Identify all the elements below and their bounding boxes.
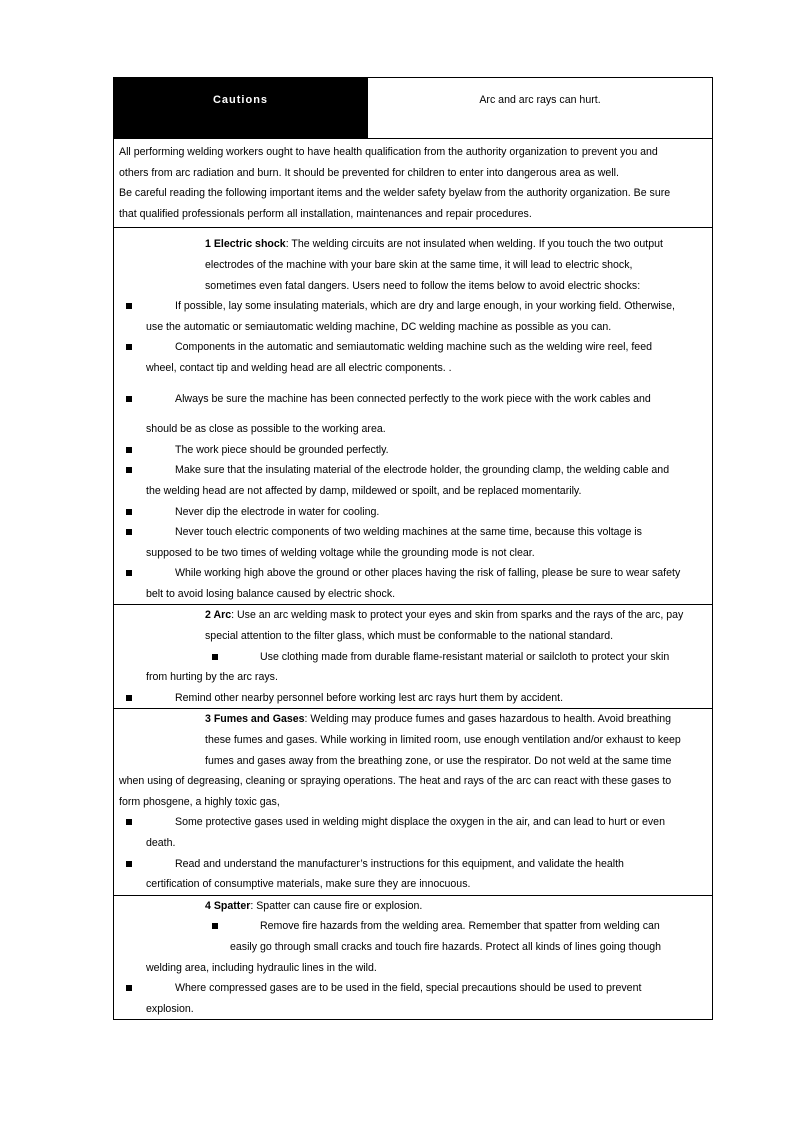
list-item: Components in the automatic and semiautomatic welding machine such as the welding wire reel, feed wheel, contact tip and welding head are all electric components. . xyxy=(119,337,707,378)
section-text: electrodes of the machine with your bare skin at the same time, it will lead to electric shock, xyxy=(205,258,633,271)
spatter-title: 4 Spatter xyxy=(205,899,251,912)
bullet-icon xyxy=(126,861,132,867)
list-item: Use clothing made from durable flame-resistant material or sailcloth to protect your skin xyxy=(119,647,707,668)
bullet-icon xyxy=(126,467,132,473)
list-item: If possible, lay some insulating materials, which are dry and large enough, in your working field. Otherwise, use the automatic or semiautomatic welding machine, DC welding machine as possible as you can. xyxy=(119,296,707,337)
section-text: these fumes and gases. While working in limited room, use enough ventilation and/or exhaust to keep xyxy=(205,734,681,747)
bullet-icon xyxy=(126,819,132,825)
header-warning-text: Arc and arc rays can hurt. xyxy=(367,78,712,138)
list-item: The work piece should be grounded perfectly. xyxy=(119,440,707,461)
arc-title: 2 Arc xyxy=(205,609,232,622)
section-heading: 1 Electric shock: The welding circuits are not insulated when welding. If you touch the two output xyxy=(205,238,663,251)
intro-line: others from arc radiation and burn. It should be prevented for children to enter into dangerous area as well. xyxy=(119,166,619,179)
list-item: Where compressed gases are to be used in the field, special precautions should be used to prevent explosion. xyxy=(119,978,707,1019)
list-item: Remind other nearby personnel before working lest arc rays hurt them by accident. xyxy=(119,688,707,709)
section-text: when using of degreasing, cleaning or spraying operations. The heat and rays of the arc can react with these gases to xyxy=(119,775,672,788)
intro-section xyxy=(114,139,712,228)
list-item: Some protective gases used in welding might displace the oxygen in the air, and can lead to hurt or even death. xyxy=(119,812,707,853)
list-item: Read and understand the manufacturer’s instructions for this equipment, and validate the health certification of consumptive materials, make sure they are innocuous. xyxy=(119,854,707,895)
cautions-table xyxy=(113,77,713,1020)
bullet-icon xyxy=(126,396,132,402)
list-item: Never dip the electrode in water for cooling. xyxy=(119,502,707,523)
fumes-section xyxy=(114,709,712,895)
bullet-icon xyxy=(126,695,132,701)
list-item: Always be sure the machine has been connected perfectly to the work piece with the work cables and should be as close as possible to the working area. xyxy=(119,389,707,440)
electric-shock-section xyxy=(114,228,712,605)
bullet-icon xyxy=(126,344,132,350)
list-item: Remove fire hazards from the welding area. Remember that spatter from welding can xyxy=(119,916,707,937)
section-heading: 4 Spatter: Spatter can cause fire or explosion. xyxy=(205,899,423,912)
bullet-icon xyxy=(212,923,218,929)
cautions-label: Cautions xyxy=(114,78,367,138)
arc-section xyxy=(114,605,712,709)
section-text: fumes and gases away from the breathing zone, or use the respirator. Do not weld at the same time xyxy=(205,754,672,767)
electric-shock-title: 1 Electric shock xyxy=(205,238,286,251)
bullet-icon xyxy=(126,303,132,309)
bullet-icon xyxy=(126,447,132,453)
table-header xyxy=(114,78,712,139)
bullet-icon xyxy=(126,509,132,515)
section-text: easily go through small cracks and touch fire hazards. Protect all kinds of lines going though xyxy=(230,940,662,953)
section-heading: 2 Arc: Use an arc welding mask to protect your eyes and skin from sparks and the rays of the arc, pay xyxy=(205,609,684,622)
section-heading: 3 Fumes and Gases: Welding may produce fumes and gases hazardous to health. Avoid breathing xyxy=(205,713,672,726)
section-text: from hurting by the arc rays. xyxy=(146,671,278,684)
list-item: Make sure that the insulating material of the electrode holder, the grounding clamp, the welding cable and the welding head are not affected by damp, mildewed or spoilt, and be replaced momentarily. xyxy=(119,460,707,501)
intro-line: that qualified professionals perform all installation, maintenances and repair procedures. xyxy=(119,207,532,220)
bullet-icon xyxy=(126,529,132,535)
intro-line: All performing welding workers ought to have health qualification from the authority organization to prevent you and xyxy=(119,146,658,158)
section-text: sometimes even fatal dangers. Users need to follow the items below to avoid electric shocks: xyxy=(205,279,641,292)
intro-line: Be careful reading the following important items and the welder safety byelaw from the authority organization. Be sure xyxy=(119,187,671,200)
bullet-icon xyxy=(126,570,132,576)
fumes-title: 3 Fumes and Gases xyxy=(205,713,305,726)
section-text: form phosgene, a highly toxic gas, xyxy=(119,795,280,808)
section-text: welding area, including hydraulic lines in the wild. xyxy=(146,961,377,974)
bullet-icon xyxy=(212,654,218,660)
list-item: Never touch electric components of two welding machines at the same time, because this voltage is supposed to be two times of welding voltage while the grounding mode is not clear. xyxy=(119,522,707,563)
section-text: special attention to the filter glass, which must be conformable to the national standard. xyxy=(205,630,614,643)
spatter-section xyxy=(114,896,712,1020)
bullet-icon xyxy=(126,985,132,991)
list-item: While working high above the ground or other places having the risk of falling, please be sure to wear safety belt to avoid losing balance caused by electric shock. xyxy=(119,563,707,604)
